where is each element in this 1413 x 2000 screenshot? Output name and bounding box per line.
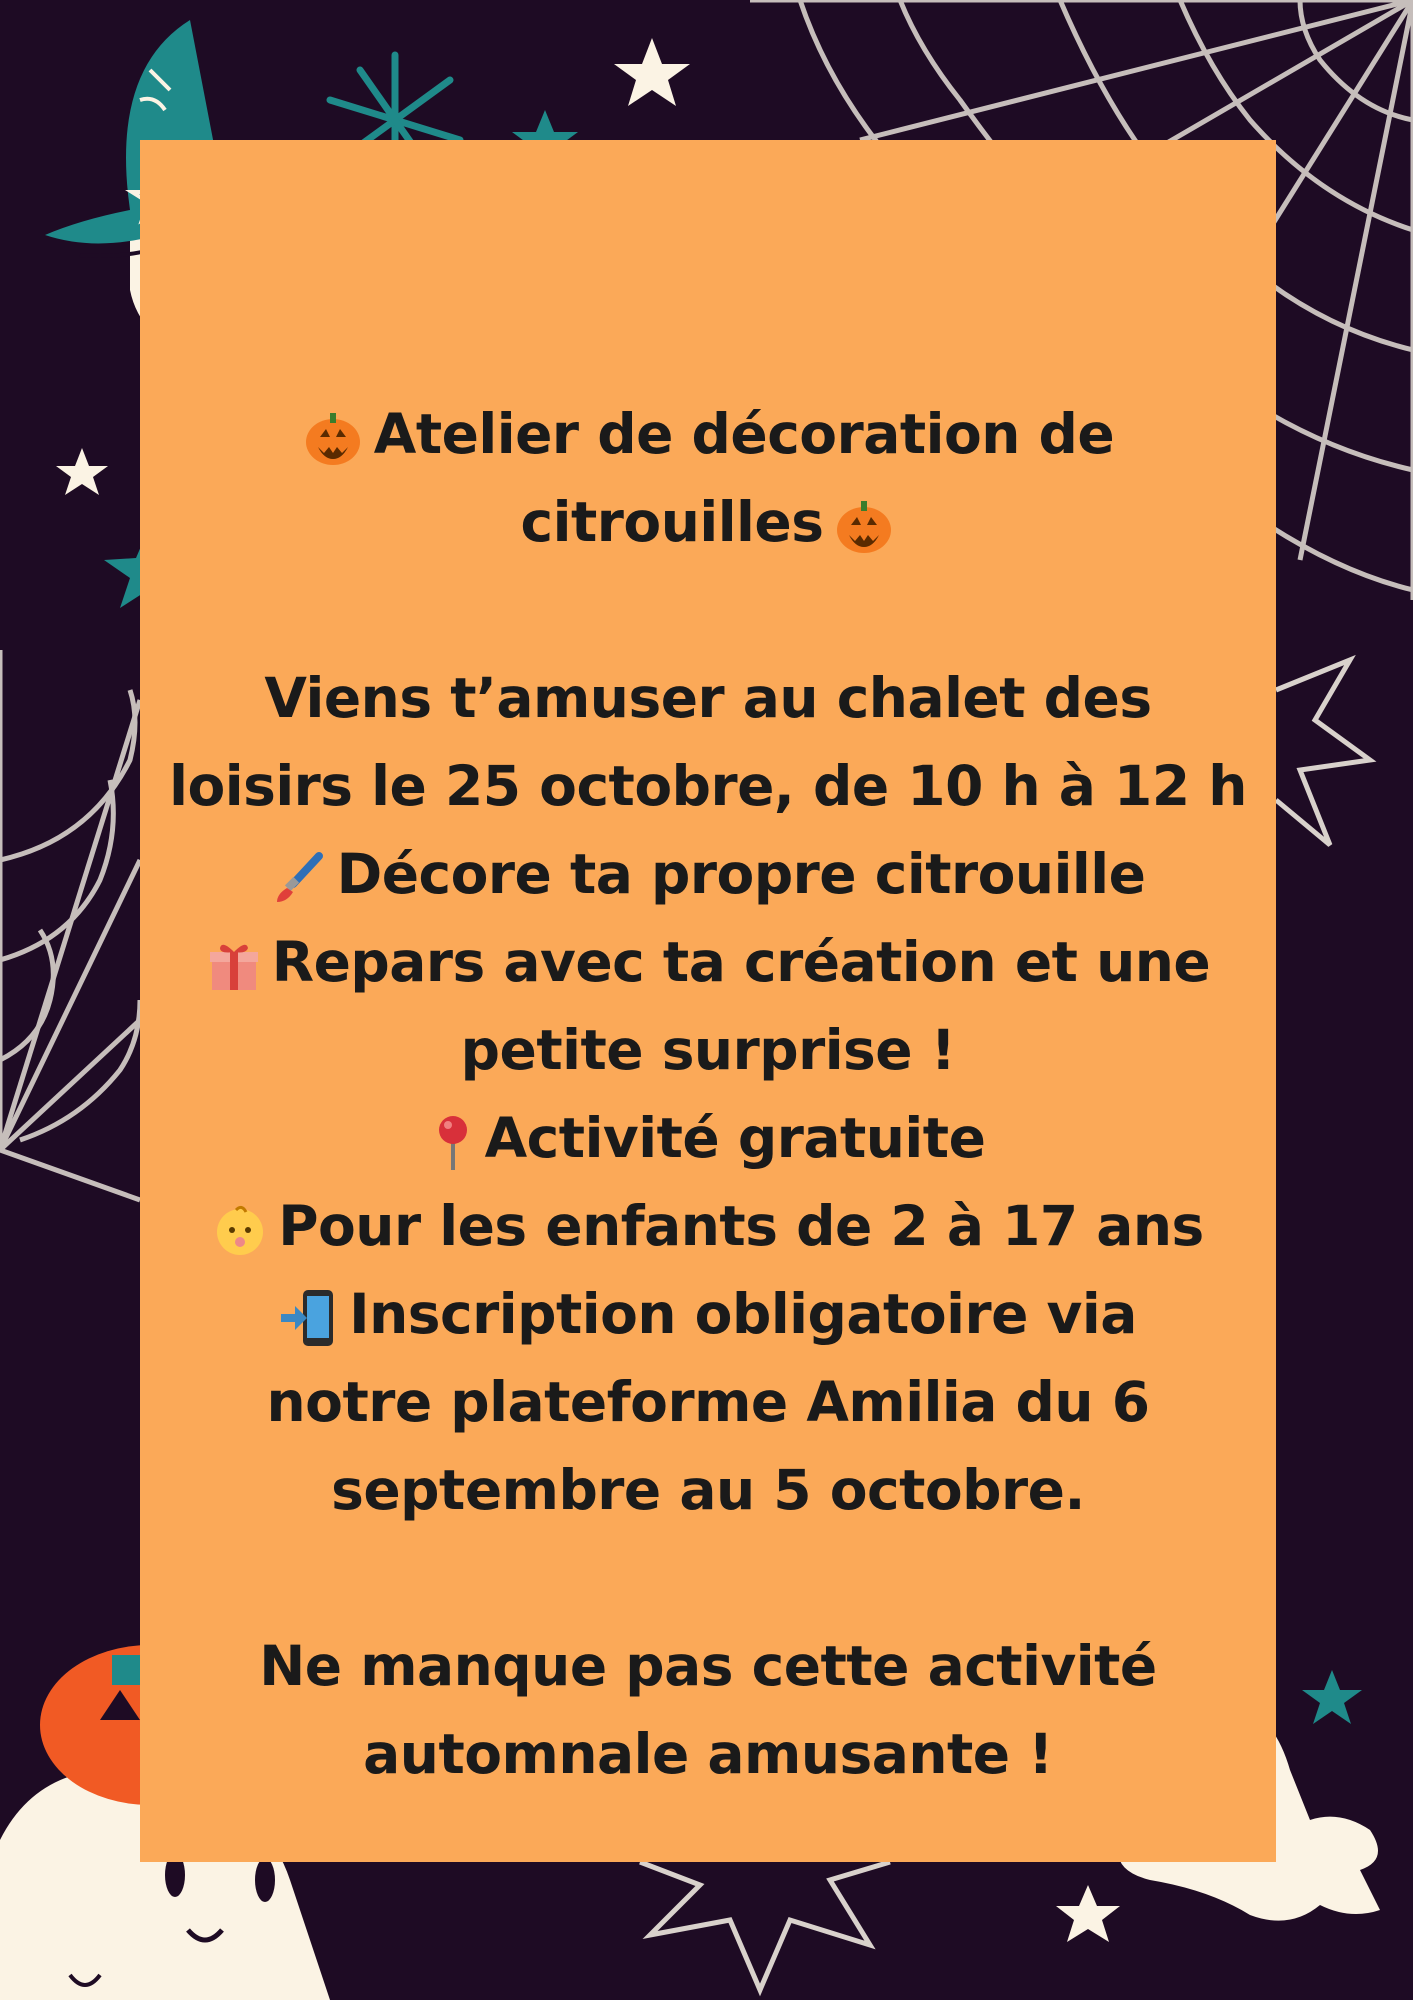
- baby-face-icon: [212, 1202, 268, 1258]
- intro-line-2: loisirs le 25 octobre, de 10 h à 12 h: [169, 754, 1247, 818]
- burst-bottom: [640, 1862, 890, 1990]
- spider-web-left: [0, 650, 140, 1200]
- pumpkin-icon: [833, 495, 895, 557]
- item-age-text: Pour les enfants de 2 à 17 ans: [278, 1194, 1204, 1258]
- item-register-line-2: notre plateforme Amilia du 6: [266, 1370, 1150, 1434]
- item-age: [140, 1182, 1276, 1270]
- item-free-text: Activité gratuite: [484, 1106, 986, 1170]
- item-leave-text-1: Repars avec ta création et une: [271, 930, 1211, 994]
- item-register-line-3: septembre au 5 octobre.: [331, 1458, 1085, 1522]
- title: [140, 390, 1276, 478]
- item-leave: [140, 918, 1276, 1006]
- item-leave-line-2: petite surprise !: [460, 1018, 956, 1082]
- burst-right: [1276, 660, 1370, 845]
- poster-content: [140, 390, 1276, 1798]
- paintbrush-icon: [271, 850, 327, 906]
- pumpkin-icon: [302, 407, 364, 469]
- closing-line-1: Ne manque pas cette activité: [259, 1634, 1157, 1698]
- item-decorate-text: Décore ta propre citrouille: [336, 842, 1146, 906]
- item-decorate: [140, 830, 1276, 918]
- closing-line-2: automnale amusante !: [363, 1722, 1053, 1786]
- intro-line-1: Viens t’amuser au chalet des: [264, 666, 1152, 730]
- phone-arrow-icon: [279, 1288, 339, 1348]
- item-register-text-1: Inscription obligatoire via: [349, 1282, 1137, 1346]
- item-register: [140, 1270, 1276, 1358]
- item-free: [140, 1094, 1276, 1182]
- title-line-2: citrouilles: [520, 490, 824, 554]
- gift-icon: [206, 938, 262, 994]
- title-line-1: Atelier de décoration de: [373, 402, 1115, 466]
- pushpin-icon: [431, 1112, 475, 1172]
